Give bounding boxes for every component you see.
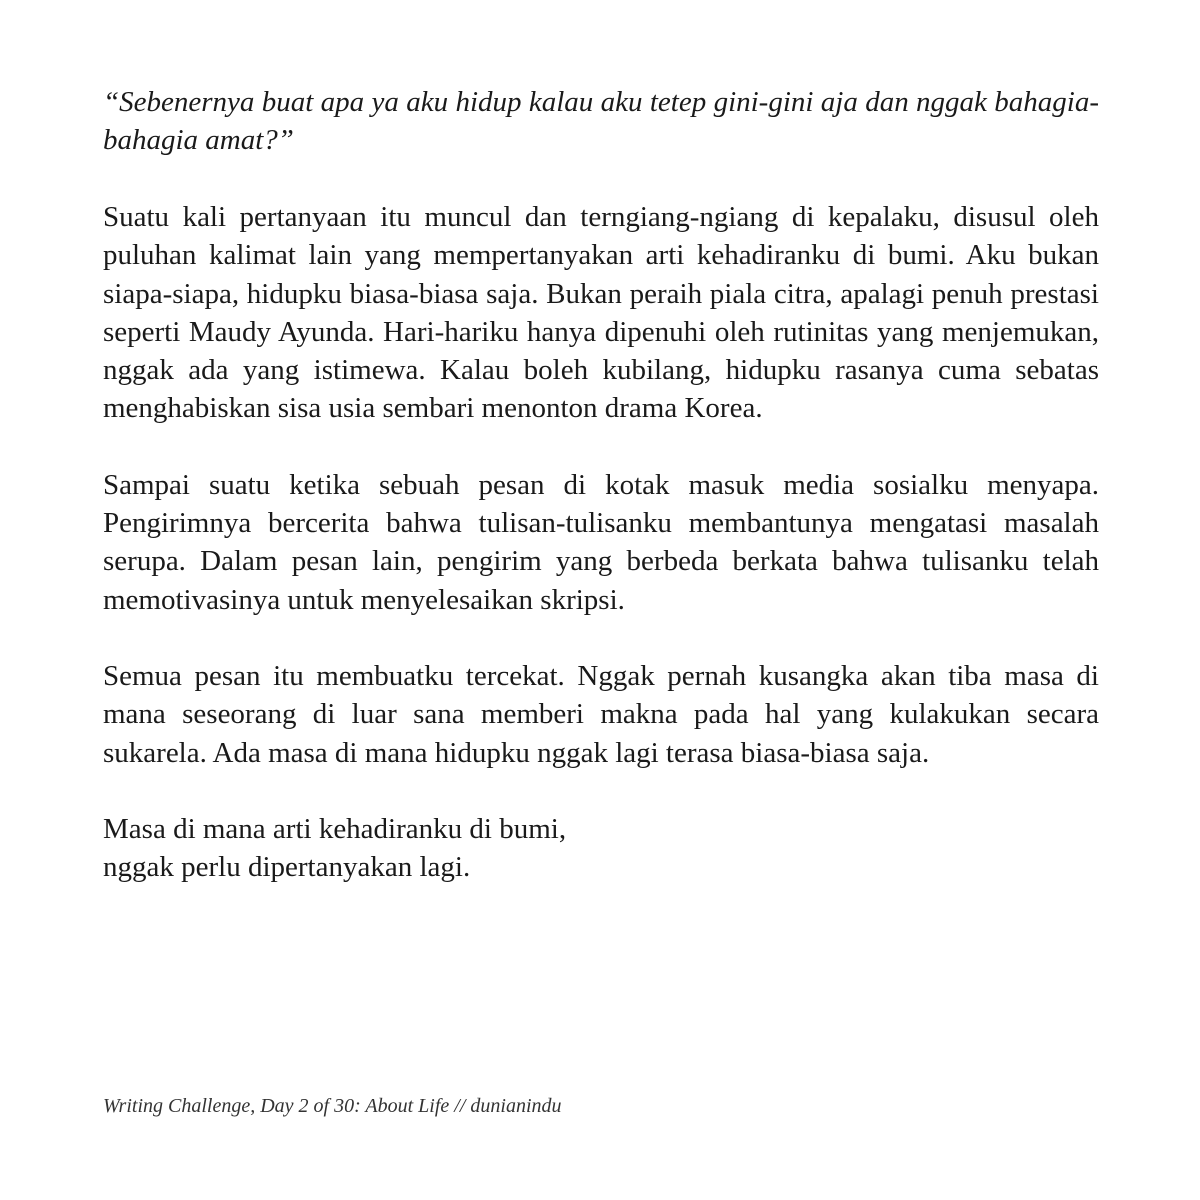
paragraph-3: Semua pesan itu membuatku tercekat. Nggak pernah kusangka akan tiba masa di mana seseorang di luar sana memberi makna pada hal yang kulakukan secara sukarela. Ada masa di mana hidupku nggak lagi terasa biasa-biasa saja. [103,659,1099,769]
closing-line-1: Masa di mana arti kehadiranku di bumi, [103,812,567,845]
closing-lines [103,810,1099,886]
opening-quote: “Sebenernya buat apa ya aku hidup kalau aku tetep gini-gini aja dan nggak bahagia-bahagia amat?” [103,86,1099,156]
footer-caption: Writing Challenge, Day 2 of 30: About Life // dunianindu [103,1095,562,1117]
closing-line-2: nggak perlu dipertanyakan lagi. [103,850,471,883]
document-body [103,83,1099,886]
paragraph-2: Sampai suatu ketika sebuah pesan di kotak masuk media sosialku menyapa. Pengirimnya bercerita bahwa tulisan-tulisanku membantunya mengatasi masalah serupa. Dalam pesan lain, pengirim yang berbeda berkata bahwa tulisanku telah memotivasinya untuk menyelesaikan skripsi. [103,468,1099,616]
paragraph-1: Suatu kali pertanyaan itu muncul dan terngiang-ngiang di kepalaku, disusul oleh puluhan kalimat lain yang mempertanyakan arti kehadiranku di bumi. Aku bukan siapa-siapa, hidupku biasa-biasa saja. Bukan peraih piala citra, apalagi penuh prestasi seperti Maudy Ayunda. Hari-hariku hanya dipenuhi oleh rutinitas yang menjemukan, nggak ada yang istimewa. Kalau boleh kubilang, hidupku rasanya cuma sebatas menghabiskan sisa usia sembari menonton drama Korea. [103,201,1099,425]
